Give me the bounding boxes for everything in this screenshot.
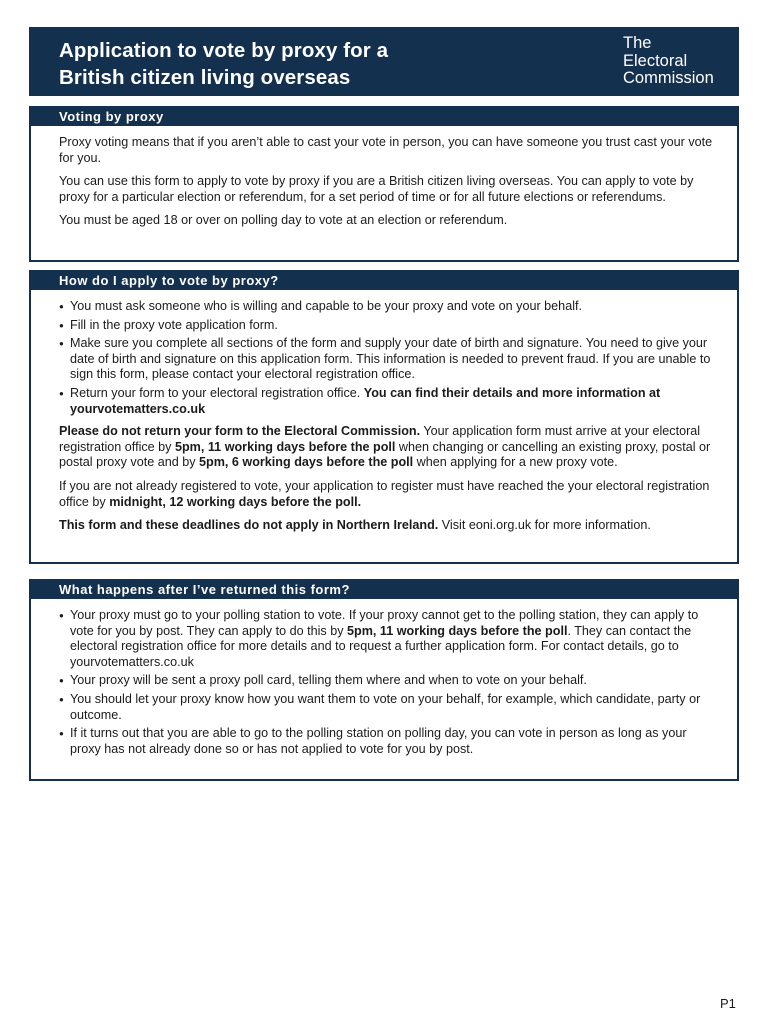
list-item-text: . They can contact the electoral registration office for more details and to request a further application form. For contact details, go to yourvotematters.co.uk: [70, 623, 692, 669]
list-item: ● You should let your proxy know how you want them to vote on your behalf, for example, which candidate, party or outcome.: [59, 692, 713, 723]
list-item-text: Your proxy must go to your polling station to vote. If your proxy cannot get to the polling station, they can apply to vote for you by post. They can apply to do this by: [70, 608, 699, 638]
text: If you are not already registered to vote, your application to register must have reached the your electoral registration office by: [59, 478, 710, 509]
page-title: [59, 37, 388, 91]
section-title: What happens after I’ve returned this form?: [31, 581, 737, 599]
title-line-2: British citizen living overseas: [59, 66, 351, 89]
logo-line-3: Commission: [623, 69, 714, 87]
bold-text: This form and these deadlines do not apply in Northern Ireland.: [59, 518, 439, 533]
electoral-commission-logo: [623, 35, 714, 88]
list-item: ● Make sure you complete all sections of the form and supply your date of birth and signature. You need to give your date of birth and signature on this application form. This information is needed to prevent fraud. If you are unable to sign this form, please contact your electoral registration office.: [59, 336, 713, 383]
text: Your application form must arrive at your electoral registration office by: [59, 424, 701, 454]
section-body: [31, 126, 737, 229]
list-item: [59, 608, 713, 670]
section-after-returning-form: [29, 579, 739, 781]
list-item: ● You must ask someone who is willing and capable to be your proxy and vote on your behalf.: [59, 299, 713, 315]
bold-text: 5pm, 6 working days before the poll: [199, 455, 414, 470]
list-item: [59, 386, 713, 417]
paragraph: Proxy voting means that if you aren’t able to cast your vote in person, you can have someone you trust cast your vote for you.: [59, 135, 713, 165]
paragraph: [59, 424, 713, 471]
bold-text: 5pm, 11 working days before the poll: [174, 439, 396, 454]
bold-text: Please do not return your form to the Electoral Commission.: [59, 424, 421, 439]
section-body: [31, 599, 737, 757]
logo-line-1: The: [623, 34, 652, 52]
list-item-text: Return your form to your electoral registration office.: [70, 385, 364, 400]
title-line-1: Application to vote by proxy for a: [59, 39, 389, 62]
page-header: [29, 27, 739, 96]
text: when applying for a new proxy vote.: [413, 455, 618, 470]
logo-line-2: Electoral: [623, 51, 688, 70]
list-item-bold-text: 5pm, 11 working days before the poll: [347, 623, 568, 638]
paragraph: [59, 479, 713, 510]
section-title: Voting by proxy: [31, 108, 737, 126]
bullet-list: [59, 299, 713, 417]
bold-text: midnight, 12 working days before the poll.: [109, 494, 362, 509]
list-item-bold-text: You can find their details and more information at yourvotematters.co.uk: [70, 385, 661, 416]
text: when changing or cancelling an existing proxy, postal or postal proxy vote and by: [59, 439, 711, 470]
page-number: P1: [720, 996, 736, 1011]
paragraph: You must be aged 18 or over on polling day to vote at an election or referendum.: [59, 213, 508, 228]
paragraph: [59, 518, 713, 534]
list-item: ● Fill in the proxy vote application form.: [59, 318, 713, 334]
paragraph: You can use this form to apply to vote by proxy if you are a British citizen living overseas. You can apply to vote by proxy for a particular election or referendum, for a set period of time or for all future elections or referendums.: [59, 174, 694, 204]
list-item: ● Your proxy will be sent a proxy poll card, telling them where and when to vote on your behalf.: [59, 673, 713, 689]
bullet-list: [59, 608, 713, 757]
section-voting-by-proxy: [29, 106, 739, 262]
section-how-to-apply: [29, 270, 739, 564]
list-item: ● If it turns out that you are able to go to the polling station on polling day, you can vote in person as long as your proxy has not already done so or has not applied to vote for you by post.: [59, 726, 713, 757]
section-title: How do I apply to vote by proxy?: [31, 272, 737, 290]
text: Visit eoni.org.uk for more information.: [438, 518, 651, 533]
section-body: [31, 290, 737, 534]
